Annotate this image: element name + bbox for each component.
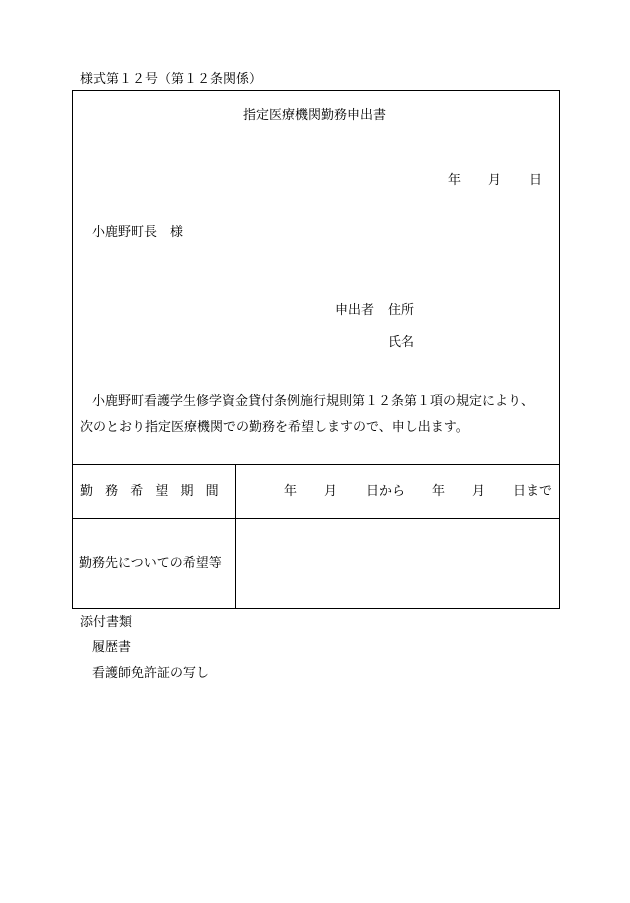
period-label: 勤 務 希 望 期 間 <box>80 484 223 499</box>
preference-label: 勤務先についての希望等 <box>79 556 222 571</box>
table-row-divider <box>72 518 560 519</box>
body-text-line-2: 次のとおり指定医療機関での勤務を希望しますので、申し出ます。 <box>80 420 469 435</box>
date-month: 月 <box>488 173 502 188</box>
period-end-year: 年 <box>432 484 446 499</box>
period-start-day: 日から <box>366 484 406 499</box>
period-end-day: 日まで <box>513 484 553 499</box>
table-column-divider <box>235 464 236 609</box>
date-day: 日 <box>529 173 543 188</box>
period-end-month: 月 <box>472 484 486 499</box>
attachment-item: 履歴書 <box>92 640 132 655</box>
attachments-heading: 添付書類 <box>80 615 133 630</box>
form-title: 指定医療機関勤務申出書 <box>243 108 387 123</box>
applicant-label: 申出者 <box>335 303 375 318</box>
applicant-address-label: 住所 <box>388 303 415 318</box>
addressee: 小鹿野町長 様 <box>92 225 184 240</box>
period-start-month: 月 <box>324 484 338 499</box>
date-year: 年 <box>448 173 462 188</box>
body-text-line-1: 小鹿野町看護学生修学資金貸付条例施行規則第１２条第１項の規定により、 <box>92 394 535 409</box>
applicant-name-label: 氏名 <box>388 335 415 350</box>
form-number: 様式第１２号（第１２条関係） <box>80 72 263 87</box>
period-start-year: 年 <box>284 484 298 499</box>
table-top-border <box>72 464 560 465</box>
preference-field[interactable] <box>237 520 558 607</box>
attachment-item: 看護師免許証の写し <box>92 666 210 681</box>
